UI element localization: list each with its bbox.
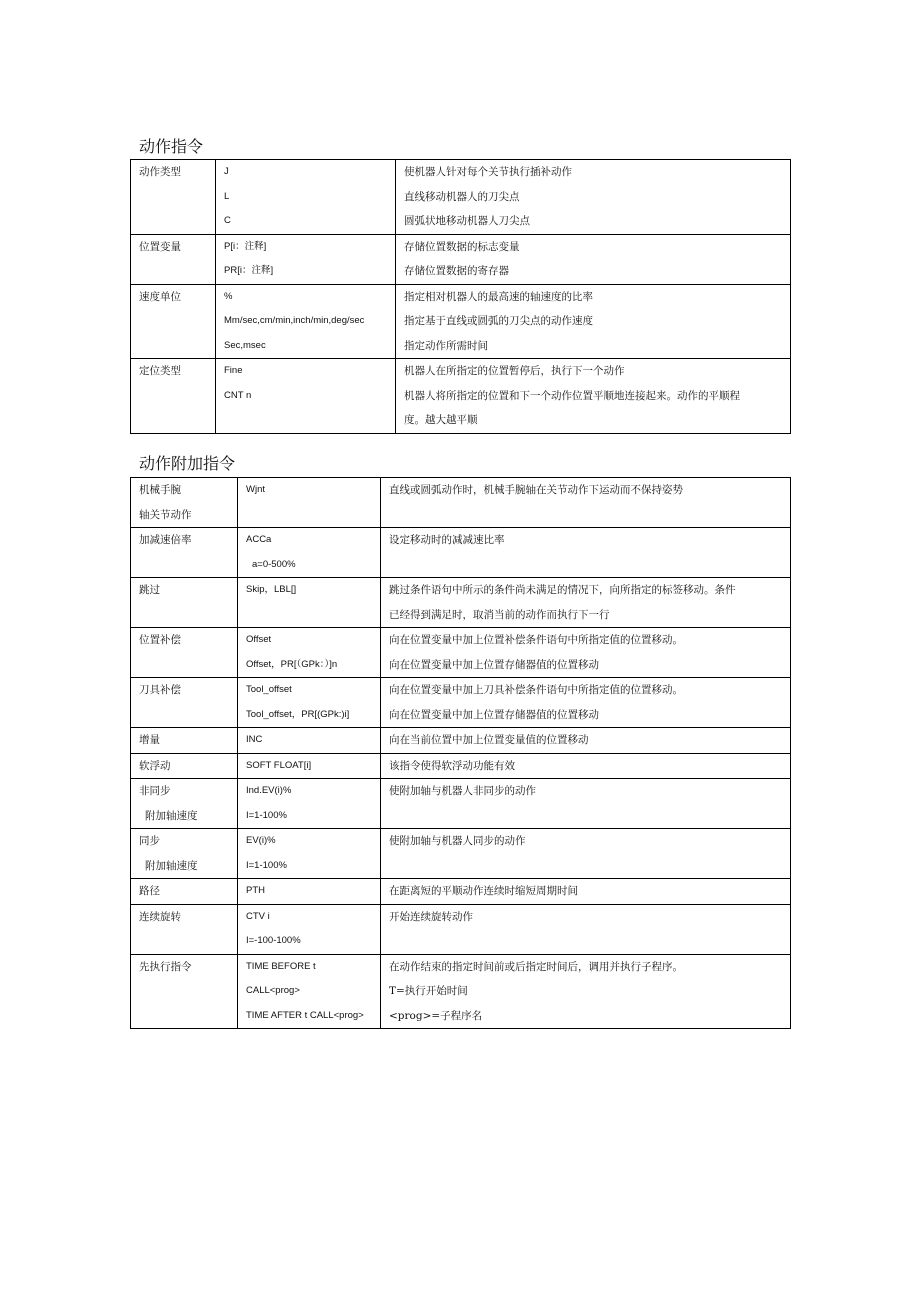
row-description: 指定相对机器人的最高速的轴速度的比率 指定基于直线或圆弧的刀尖点的动作速度 指定动作所需时间 <box>396 284 791 359</box>
section-title-motion: 动作指令 <box>139 137 204 156</box>
row-name: 路径 <box>131 879 238 905</box>
row-description: 该指令使得软浮动功能有效 <box>381 753 791 779</box>
table-row <box>131 678 791 728</box>
row-name: 位置变量 <box>131 234 216 284</box>
table-row <box>131 954 791 1029</box>
row-description: 使附加轴与机器人同步的动作 <box>381 829 791 879</box>
row-description: 在距离短的平顺动作连续时缩短周期时间 <box>381 879 791 905</box>
row-name: 同步 附加轴速度 <box>131 829 238 879</box>
row-syntax: Ind.EV(i)% I=1-100% <box>238 779 381 829</box>
table-row <box>131 578 791 628</box>
row-syntax: Tool_offset Tool_offset，PR[(GPk:)i] <box>238 678 381 728</box>
row-syntax: Skip，LBL[] <box>238 578 381 628</box>
table-row <box>131 478 791 528</box>
table-row <box>131 879 791 905</box>
row-description: 使机器人针对每个关节执行插补动作 直线移动机器人的刀尖点 圆弧状地移动机器人刀尖点 <box>396 160 791 235</box>
row-name: 先执行指令 <box>131 954 238 1029</box>
row-name: 跳过 <box>131 578 238 628</box>
row-name: 动作类型 <box>131 160 216 235</box>
row-description: 使附加轴与机器人非同步的动作 <box>381 779 791 829</box>
table-row <box>131 728 791 754</box>
row-name: 速度单位 <box>131 284 216 359</box>
table-row <box>131 628 791 678</box>
row-name: 增量 <box>131 728 238 754</box>
row-description: 存储位置数据的标志变量 存储位置数据的寄存器 <box>396 234 791 284</box>
row-syntax: SOFT FLOAT[i] <box>238 753 381 779</box>
row-description: 直线或圆弧动作时，机械手腕轴在关节动作下运动而不保持姿势 <box>381 478 791 528</box>
section-title-motion-addition: 动作附加指令 <box>139 454 236 473</box>
row-syntax: Wjnt <box>238 478 381 528</box>
table-row <box>131 753 791 779</box>
table-row <box>131 779 791 829</box>
row-description: 向在当前位置中加上位置变量值的位置移动 <box>381 728 791 754</box>
row-syntax: Offset Offset，PR[（GPk：）]n <box>238 628 381 678</box>
row-name: 连续旋转 <box>131 904 238 954</box>
motion-instruction-table <box>130 159 791 434</box>
table-row <box>131 284 791 359</box>
table-row <box>131 160 791 235</box>
row-name: 加减速倍率 <box>131 528 238 578</box>
row-description: 向在位置变量中加上位置补偿条件语句中所指定值的位置移动。 向在位置变量中加上位置存储器值的位置移动 <box>381 628 791 678</box>
row-description: 跳过条件语句中所示的条件尚未满足的情况下，向所指定的标签移动。条件 已经得到满足时，取消当前的动作而执行下一行 <box>381 578 791 628</box>
table-row <box>131 904 791 954</box>
row-description: 开始连续旋转动作 <box>381 904 791 954</box>
table-row <box>131 234 791 284</box>
row-syntax: Fine CNT n <box>216 359 396 434</box>
row-name: 位置补偿 <box>131 628 238 678</box>
row-syntax: TIME BEFORE t CALL<prog> TIME AFTER t CALL<prog> <box>238 954 381 1029</box>
row-syntax: ACCa a=0-500% <box>238 528 381 578</box>
row-name: 刀具补偿 <box>131 678 238 728</box>
table-row <box>131 829 791 879</box>
table-row <box>131 359 791 434</box>
row-syntax: CTV i I=-100-100% <box>238 904 381 954</box>
table-row <box>131 528 791 578</box>
row-description: 向在位置变量中加上刀具补偿条件语句中所指定值的位置移动。 向在位置变量中加上位置存储器值的位置移动 <box>381 678 791 728</box>
row-name: 机械手腕 轴关节动作 <box>131 478 238 528</box>
row-syntax: EV(i)% I=1-100% <box>238 829 381 879</box>
row-syntax: P[i：注释] PR[i：注释] <box>216 234 396 284</box>
row-description: 机器人在所指定的位置暂停后，执行下一个动作 机器人将所指定的位置和下一个动作位置平顺地连接起来。动作的平顺程 度。越大越平顺 <box>396 359 791 434</box>
row-syntax: J L C <box>216 160 396 235</box>
row-name: 非同步 附加轴速度 <box>131 779 238 829</box>
row-name: 定位类型 <box>131 359 216 434</box>
row-description: 在动作结束的指定时间前或后指定时间后，调用并执行子程序。 T=执行开始时间 <prog>=子程序名 <box>381 954 791 1029</box>
row-name: 软浮动 <box>131 753 238 779</box>
row-syntax: % Mm/sec,cm/min,inch/min,deg/sec Sec,msec <box>216 284 396 359</box>
row-syntax: PTH <box>238 879 381 905</box>
row-syntax: INC <box>238 728 381 754</box>
motion-addition-instruction-table <box>130 477 791 1029</box>
row-description: 设定移动时的减减速比率 <box>381 528 791 578</box>
